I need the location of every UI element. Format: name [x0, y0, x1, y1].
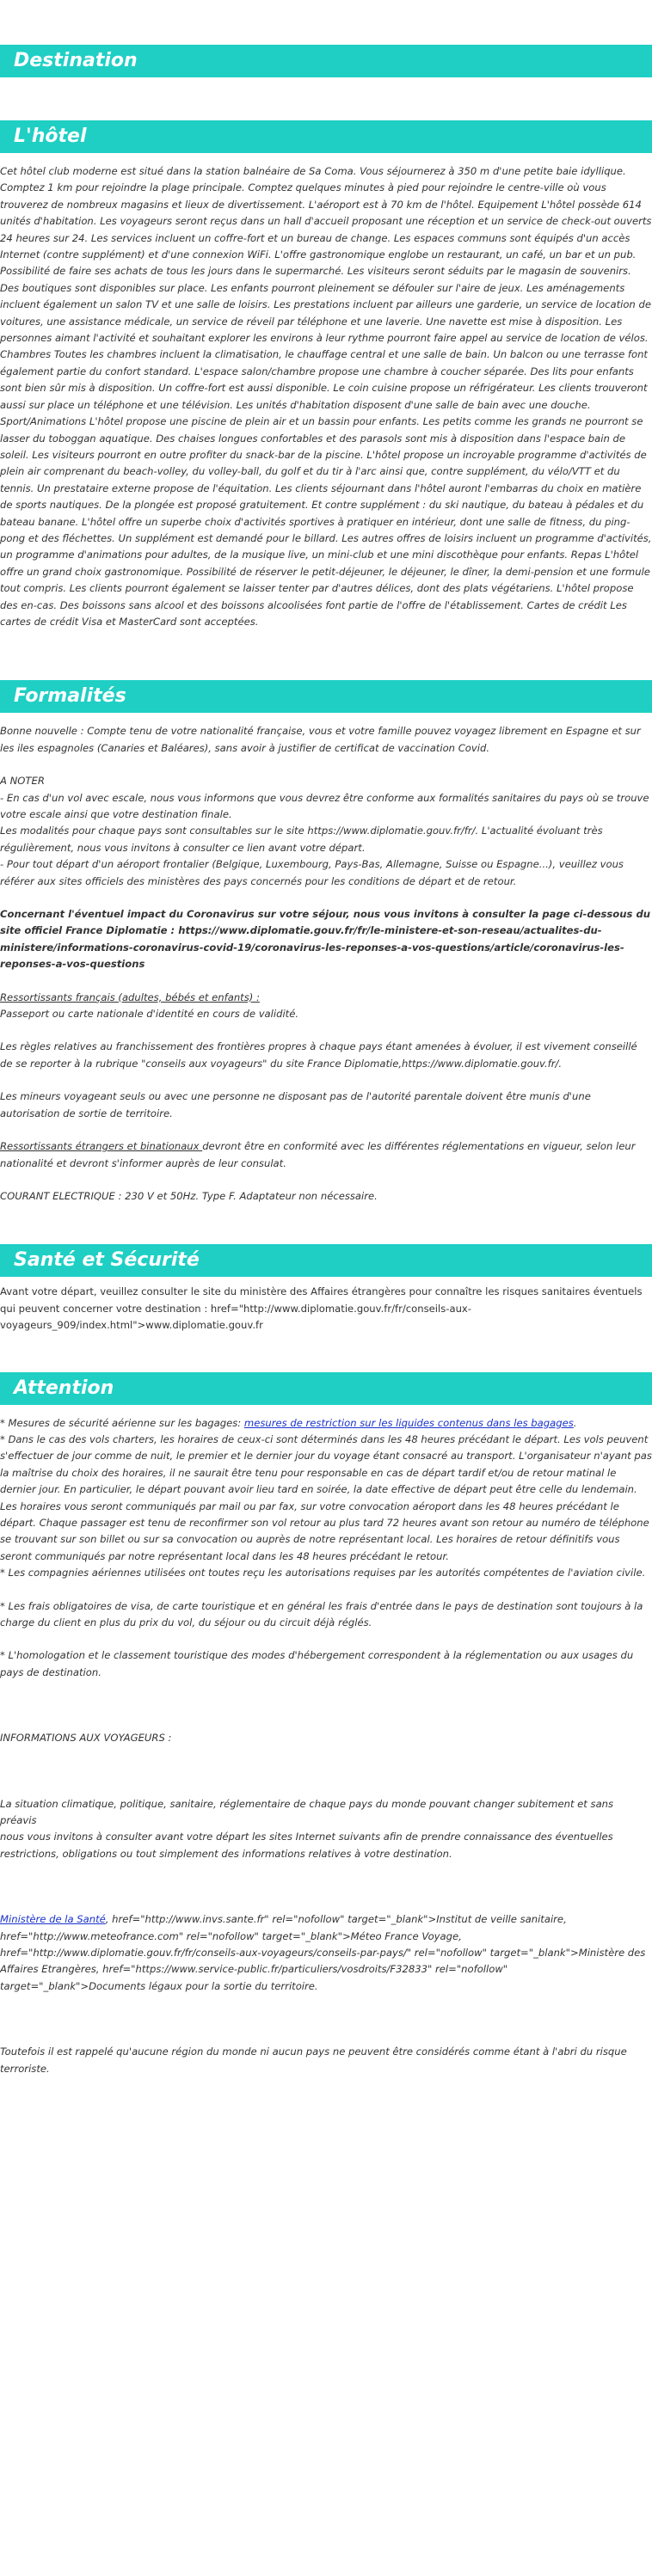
- invite-text: nous vous invitons à consulter avant votre départ les sites Internet suivants afin de prendre connaissance des éventuelles restrictions, obligations ou tout simplement des informations relatives à votre destination.: [0, 1831, 613, 1860]
- compagnies-text: * Les compagnies aériennes utilisées ont toutes reçu les autorisations requises par les autorités compétentes de l'aviation civile.: [0, 1567, 646, 1579]
- ressortissants-francais-label: Ressortissants français (adultes, bébés et enfants) :: [0, 991, 260, 1003]
- formalites-content: [0, 723, 652, 1205]
- sites-list-rest: , href="http://www.invs.sante.fr" rel="nofollow" target="_blank">Institut de veille sanitaire, href="http://www.meteofrance.com" rel="nofollow" target="_blank">Méteo France Voyage, href="http://www.diplomatie.gouv.fr/fr/conseils-aux-voyageurs/conseils-par-pays/" rel="nofollow" target="_blank">Ministère des Affaires Etrangères, href="https://www.service-public.fr/particuliers/vosdroits/F32833" rel="nofollow" target="_blank">Documents légaux pour la sortie du territoire.: [0, 1913, 646, 1992]
- sante-text: Avant votre départ, veuillez consulter le site du ministère des Affaires étrangères pour connaître les risques sanitaires éventuels qui peuvent concerner votre destination : href="http://www.diplomatie.gouv.fr/fr/conseils-aux-voyageurs_909/index.html">www.diplomatie.gouv.fr: [0, 1285, 643, 1332]
- formalites-intro: Bonne nouvelle : Compte tenu de votre nationalité française, vous et votre famille pouvez voyagez librement en Espagne et sur les iles espagnoles (Canaries et Baléares), sans avoir à justifier de certificat de vaccination Covid.: [0, 725, 641, 754]
- sites-list-text: [0, 1911, 652, 1995]
- section-title-attention: Attention: [0, 1372, 652, 1405]
- attention-content: [0, 1415, 652, 2078]
- section-title-destination: Destination: [0, 45, 652, 77]
- section-title-formalites: Formalités: [0, 680, 652, 713]
- sante-content: [0, 1284, 652, 1334]
- ressortissants-etrangers-text: [0, 1138, 652, 1172]
- aeroport-frontalier-text: - Pour tout départ d'un aéroport frontalier (Belgique, Luxembourg, Pays-Bas, Allemagne, Suisse ou Espagne...), veuillez vous référer aux sites officiels des ministères des pays concernés pour les conditions de départ et de retour.: [0, 858, 624, 887]
- hotel-description: [0, 163, 652, 630]
- homologation-text: * L'homologation et le classement touristique des modes d'hébergement correspondent à la réglementation ou aux usages du pays de destination.: [0, 1649, 634, 1678]
- mesures-securite-text: [0, 1415, 652, 1432]
- regles-frontieres-text: Les règles relatives au franchissement des frontières propres à chaque pays étant amenées à évoluer, il est vivement conseillé de se reporter à la rubrique "conseils aux voyageurs" du site France Diplomatie,https://www.diplomatie.gouv.fr/.: [0, 1040, 637, 1070]
- mesures-suffix: .: [573, 1416, 577, 1429]
- ressortissants-etrangers-label: Ressortissants étrangers et binationaux: [0, 1140, 203, 1153]
- hotel-text: Cet hôtel club moderne est situé dans la station balnéaire de Sa Coma. Vous séjournerez à 350 m d'une petite baie idyllique. Comptez 1 km pour rejoindre la plage principale. Comptez quelques minutes à pied pour rejoindre le centre-ville où vous trouverez de nombreux magasins et lieux de divertissement. L'aéroport est à 70 km de l'hôtel. Equipement L'hôtel possède 614 unités d'habitation. Les voyageurs seront reçus dans un hall d'accueil proposant une réception et un service de check-out ouverts 24 heures sur 24. Les services incluent un coffre-fort et un bureau de change. Les espaces communs sont équipés d'un accès Internet (contre supplément) et d'une connexion WiFi. L'offre gastronomique englobe un restaurant, un café, un bar et un pub. Possibilité de faire ses achats de tous les jours dans le supermarché. Les visiteurs seront séduits par le magasin de souvenirs. Des boutiques sont disponibles sur place. Les enfants pourront pleinement se défouler sur l'aire de jeux. Les aménagements incluent également un salon TV et une salle de loisirs. Les prestations incluent par ailleurs une garderie, un service de location de voitures, une assistance médicale, un service de réveil par téléphone et une laverie. Une navette est mise à disposition. Les personnes aimant l'activité et souhaitant explorer les environs à leur rythme pourront faire appel au service de location de vélos. Chambres Toutes les chambres incluent la climatisation, le chauffage central et une salle de bain. Un balcon ou une terrasse font également partie du confort standard. L'espace salon/chambre propose une chambre à coucher séparée. Des lits pour enfants sont bien sûr mis à disposition. Un coffre-fort est aussi disponible. Le coin cuisine propose un réfrigérateur. Les clients trouveront aussi sur place un téléphone et une télévision. Les unités d'habitation disposent d'une salle de bain avec une douche. Sport/Animations L'hôtel propose une piscine de plein air et un bassin pour enfants. Les petits comme les grands ne pourront se lasser du toboggan aquatique. Des chaises longues confortables et des parasols sont mis à disposition dans l'espace bain de soleil. Les visiteurs pourront en outre profiter du snack-bar de la piscine. L'hôtel propose un incroyable programme d'activités de plein air comprenant du beach-volley, du volley-ball, du golf et du tir à l'arc ainsi que, contre supplément, du vélo/VTT et du tennis. Un prestataire externe propose de l'équitation. Les clients séjournant dans l'hôtel auront l'embarras du choix en matière de sports nautiques. De la plongée est proposé gratuitement. Et contre supplément : du ski nautique, du bateau à pédales et du bateau banane. L'hôtel offre un superbe choix d'activités sportives à pratiquer en intérieur, dont une salle de fitness, du ping-pong et des fléchettes. Un supplément est demandé pour le billard. Les autres offres de loisirs incluent un programme d'activités, un programme d'animations pour adultes, de la musique live, un mini-club et une mini discothèque pour enfants. Repas L'hôtel offre un grand choix gastronomique. Possibilité de réserver le petit-déjeuner, le déjeuner, le dîner, la demi-pension et une formule tout compris. Les clients pourront également se laisser tenter par d'autres délices, dont des plats végétariens. L'hôtel propose des en-cas. Des boissons sans alcool et des boissons alcoolisées font partie de l'offre de l'établissement. Cartes de crédit Les cartes de crédit Visa et MasterCard sont acceptées.: [0, 165, 652, 628]
- vols-charters-text: * Dans le cas des vols charters, les horaires de ceux-ci sont déterminés dans les 48 heures précédant le départ. Les vols peuvent s'effectuer de jour comme de nuit, le premier et le dernier jour du voyage étant consacré au transport. L'organisateur n'ayant pas la maîtrise du choix des horaires, il ne saurait être tenu pour responsable en cas de départ tardif et/ou de retour matinal le dernier jour. En particulier, le départ pouvant avoir lieu tard en soirée, la date effective de départ peut être celle du lendemain. Les horaires vous seront communiqués par mail ou par fax, sur votre convocation aéroport dans les 48 heures précédant le départ. Chaque passager est tenu de reconfirmer son vol retour au plus tard 72 heures avant son retour au numéro de téléphone se trouvant sur son billet ou sur sa convocation ou auprès de notre représentant local. Les horaires de retour définitifs vous seront communiqués par notre représentant local dans les 48 heures précédant le retour.: [0, 1432, 652, 1562]
- liquides-restriction-link[interactable]: mesures de restriction sur les liquides contenus dans les bagages: [243, 1416, 574, 1429]
- informations-voyageurs-title: INFORMATIONS AUX VOYAGEURS :: [0, 1732, 172, 1745]
- risque-terroriste-text: Toutefois il est rappelé qu'aucune région du monde ni aucun pays ne peuvent être considérés comme étant à l'abri du risque terroriste.: [0, 2045, 627, 2075]
- situation-text: La situation climatique, politique, sanitaire, réglementaire de chaque pays du monde pouvant changer subitement et sans préavis: [0, 1797, 614, 1827]
- frais-visa-text: * Les frais obligatoires de visa, de carte touristique et en général les frais d'entrée dans le pays de destination sont toujours à la charge du client en plus du prix du vol, du séjour ou du circuit déjà réglés.: [0, 1599, 643, 1628]
- coronavirus-notice: Concernant l'éventuel impact du Coronavirus sur votre séjour, nous vous invitons à consulter la page ci-dessous du site officiel France Diplomatie : https://www.diplomatie.gouv.fr/fr/le-ministere-et-son-reseau/actualites-du-ministere/informations-coronavirus-covid-19/coronavirus-les-reponses-a-vos-questions/article/coronavirus-les-reponses-a-vos-questions: [0, 908, 651, 971]
- section-title-hotel: L'hôtel: [0, 120, 652, 153]
- courant-electrique-text: COURANT ELECTRIQUE : 230 V et 50Hz. Type F. Adaptateur non nécessaire.: [0, 1189, 378, 1202]
- passeport-text: Passeport ou carte nationale d'identité en cours de validité.: [0, 1008, 299, 1021]
- section-title-sante: Santé et Sécurité: [0, 1244, 652, 1277]
- escale-text: - En cas d'un vol avec escale, nous vous informons que vous devrez être conforme aux formalités sanitaires du pays où se trouve votre escale ainsi que votre destination finale.: [0, 791, 649, 820]
- a-noter-label: A NOTER: [0, 775, 45, 788]
- mineurs-text: Les mineurs voyageant seuls ou avec une personne ne disposant pas de l'autorité parentale doivent être munis d'une autorisation de sortie de territoire.: [0, 1090, 591, 1119]
- ministere-sante-link[interactable]: Ministère de la Santé: [0, 1913, 106, 1926]
- mesures-prefix: * Mesures de sécurité aérienne sur les bagages:: [0, 1416, 244, 1429]
- modalites-text: Les modalités pour chaque pays sont consultables sur le site https://www.diplomatie.gouv.fr/fr/. L'actualité évoluant très régulièrement, nous vous invitons à consulter ce lien avant votre départ.: [0, 825, 603, 854]
- ressortissants-etrangers-rest: devront être en conformité avec les différentes réglementations en vigueur, selon leur nationalité et devront s'informer auprès de leur consulat.: [0, 1140, 636, 1169]
